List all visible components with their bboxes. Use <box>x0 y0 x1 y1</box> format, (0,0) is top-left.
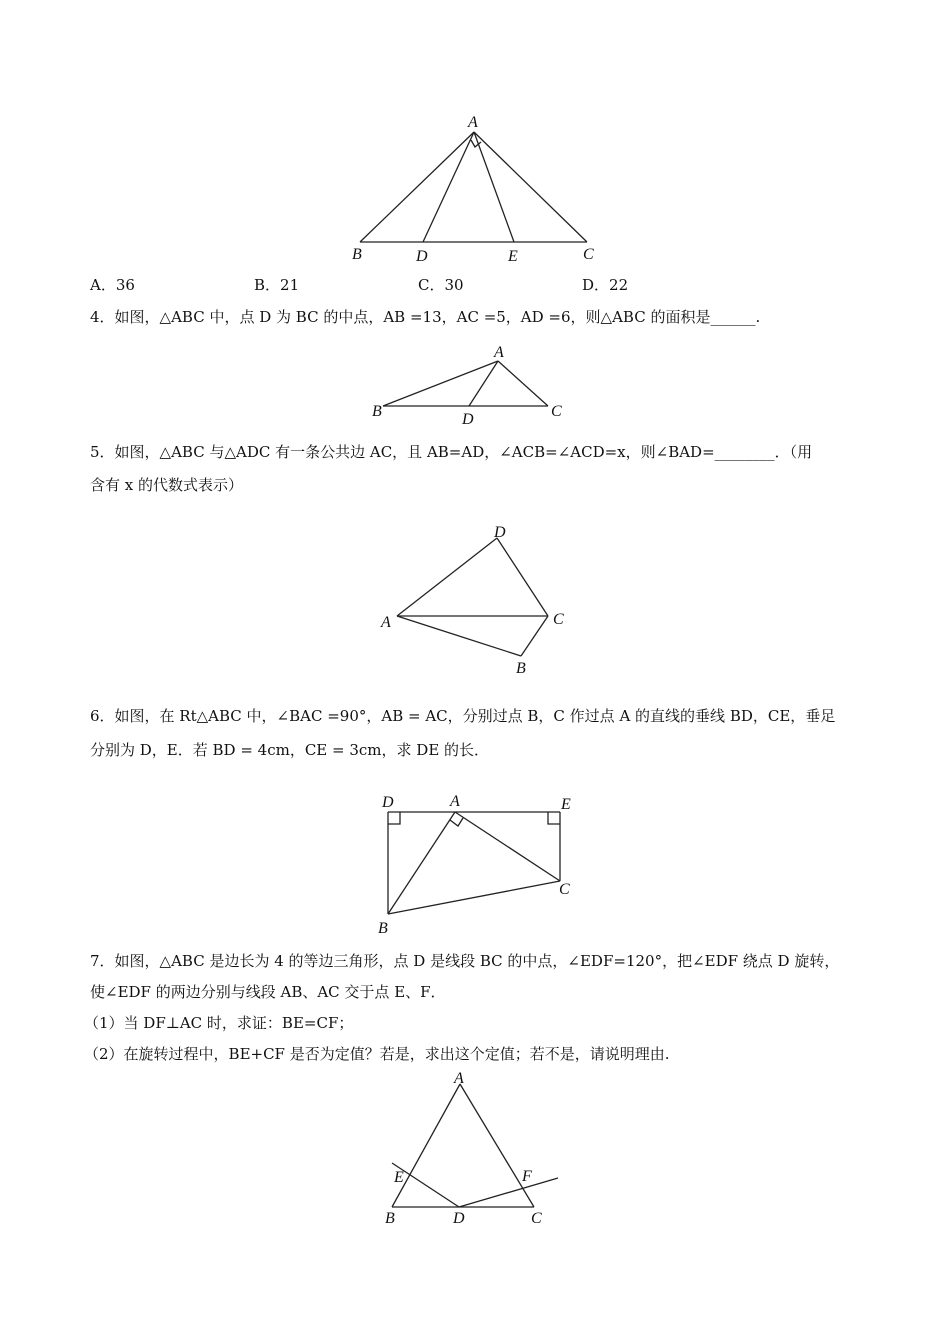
segment-ac <box>498 361 548 406</box>
right-angle-mark-e <box>548 812 560 824</box>
right-angle-mark-a <box>450 818 463 826</box>
label-e: E <box>561 796 571 813</box>
figure-q4-svg <box>365 338 575 428</box>
q6-line1: 6．如图，在 Rt△ABC 中，∠BAC =90°，AB = AC，分别过点 B，C 作过点 A 的直线的垂线 BD，CE，垂足 <box>90 707 836 725</box>
label-b: B <box>372 403 382 420</box>
label-b: B <box>352 246 362 263</box>
choice-b: B．21 <box>254 276 300 294</box>
label-a: A <box>454 1070 464 1087</box>
q7-line1: 7．如图，△ABC 是边长为 4 的等边三角形，点 D 是线段 BC 的中点，∠EDF=120°，把∠EDF 绕点 D 旋转， <box>90 952 840 970</box>
segment-ab <box>388 812 455 914</box>
segment-ab <box>383 361 498 406</box>
figure-q6 <box>375 788 585 938</box>
label-d: D <box>416 248 428 265</box>
q7-part1: （1）当 DF⊥AC 时，求证：BE=CF； <box>84 1014 354 1032</box>
label-a: A <box>468 114 478 131</box>
label-c: C <box>559 881 570 898</box>
label-b: B <box>385 1210 395 1227</box>
figure-q3-svg <box>340 110 610 270</box>
ray-df <box>459 1178 558 1207</box>
figure-q7-svg <box>380 1068 570 1233</box>
q7-part2: （2）在旋转过程中，BE+CF 是否为定值？若是，求出这个定值；若不是，请说明理由. <box>84 1045 670 1063</box>
label-d: D <box>453 1210 465 1227</box>
segment-ac <box>455 812 560 881</box>
segment-ab <box>397 616 521 656</box>
choice-c: C．30 <box>418 276 464 294</box>
choice-d: D．22 <box>582 276 629 294</box>
label-c: C <box>553 611 564 628</box>
label-c: C <box>583 246 594 263</box>
label-f: F <box>522 1168 532 1185</box>
figure-q7 <box>380 1068 570 1233</box>
label-e: E <box>508 248 518 265</box>
segment-dc <box>497 538 548 616</box>
label-a: A <box>494 344 504 361</box>
q7-line2: 使∠EDF 的两边分别与线段 AB、AC 交于点 E、F． <box>90 983 446 1001</box>
label-c: C <box>531 1210 542 1227</box>
figure-q5 <box>375 518 585 678</box>
label-d: D <box>382 794 394 811</box>
choice-a: A．36 <box>90 276 135 294</box>
label-e: E <box>394 1169 404 1186</box>
segment-ad <box>397 538 497 616</box>
label-b: B <box>378 920 388 937</box>
figure-q5-svg <box>375 518 585 678</box>
label-d: D <box>462 411 474 428</box>
segment-ab <box>360 132 474 242</box>
segment-ad <box>469 361 498 406</box>
q3-choices <box>90 274 850 296</box>
segment-ab <box>392 1084 460 1207</box>
segment-ae <box>474 132 514 242</box>
label-b: B <box>516 660 526 677</box>
label-d: D <box>494 524 506 541</box>
q4-text: 4．如图，△ABC 中，点 D 为 BC 的中点，AB =13，AC =5，AD =6，则△ABC 的面积是______. <box>90 308 761 326</box>
q5-line1: 5．如图，△ABC 与△ADC 有一条公共边 AC，且 AB=AD，∠ACB=∠ACD=x，则∠BAD=________．（用 <box>90 443 813 461</box>
q6-line2: 分别为 D，E．若 BD = 4cm，CE = 3cm，求 DE 的长． <box>90 741 490 759</box>
segment-ad <box>423 132 474 242</box>
right-angle-mark-d <box>388 812 400 824</box>
label-a: A <box>450 793 460 810</box>
segment-bc <box>521 616 548 656</box>
segment-ac <box>474 132 587 242</box>
label-a: A <box>381 614 391 631</box>
q5-line2: 含有 x 的代数式表示） <box>90 476 243 494</box>
figure-q4 <box>365 338 575 428</box>
segment-bc <box>388 881 560 914</box>
label-c: C <box>551 403 562 420</box>
figure-q6-svg <box>375 788 585 938</box>
figure-q3 <box>340 110 610 270</box>
